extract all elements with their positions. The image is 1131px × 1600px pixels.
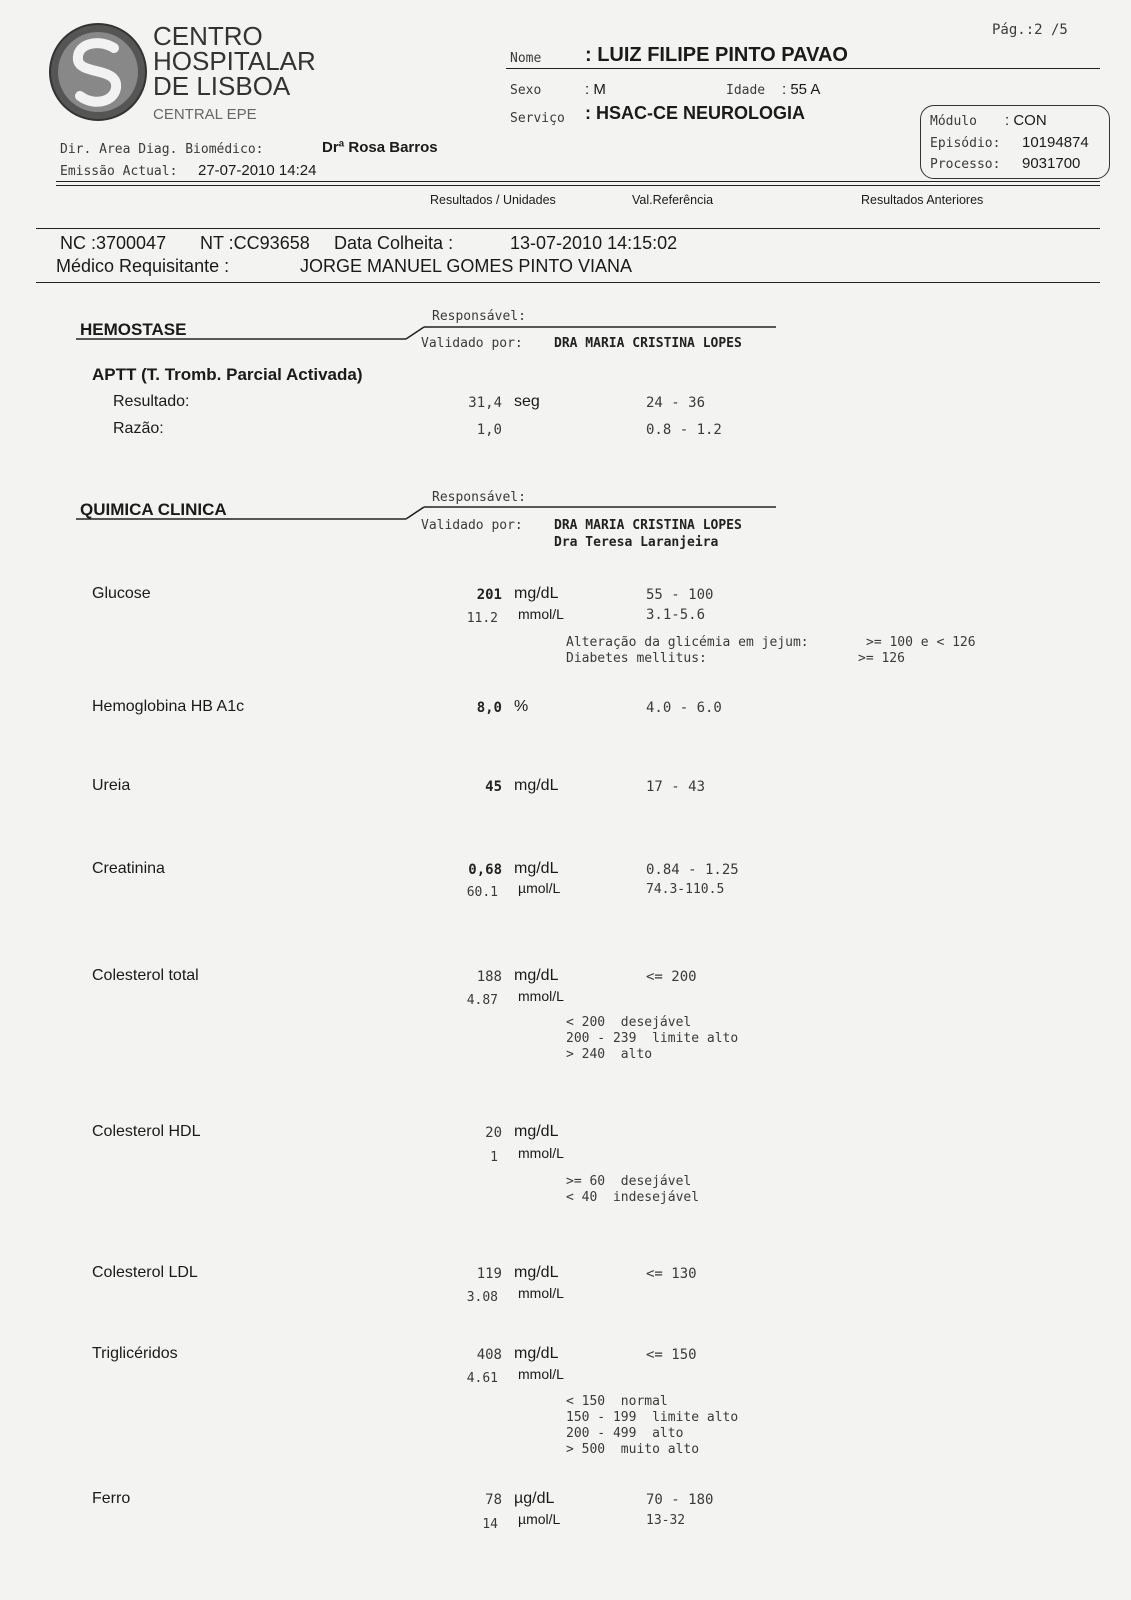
ldl-label: Colesterol LDL	[92, 1264, 198, 1281]
emission-label: Emissão Actual:	[60, 164, 178, 179]
logo-line-2: HOSPITALAR	[153, 46, 316, 76]
aptt-test-name: APTT (T. Tromb. Parcial Activada)	[92, 365, 363, 384]
triglycerides-unit: mg/dL	[514, 1345, 559, 1362]
creatinine-unit: mg/dL	[514, 860, 559, 877]
urea-value: 45	[485, 779, 502, 795]
glucose-note-2-label: Diabetes mellitus:	[566, 651, 707, 666]
patient-name: : LUIZ FILIPE PINTO PAVAO	[585, 44, 848, 66]
glucose-ref: 55 - 100	[646, 587, 714, 603]
ldl-unit: mg/dL	[514, 1264, 559, 1281]
collection-date: 13-07-2010 14:15:02	[510, 233, 678, 253]
aptt-result-value: 31,4	[468, 395, 502, 411]
total-cholesterol-ref: <= 200	[646, 969, 697, 985]
triglycerides-label: Triglicéridos	[92, 1345, 178, 1362]
request-bottom-rule	[36, 282, 1100, 283]
module-value: : CON	[1005, 112, 1047, 129]
creatinine-ref: 0.84 - 1.25	[646, 862, 739, 878]
total-cholesterol-unit-mmol: mmol/L	[518, 988, 564, 1004]
hdl-note-1: >= 60 desejável	[566, 1174, 692, 1189]
total-cholesterol-value: 188	[476, 969, 502, 985]
hdl-label: Colesterol HDL	[92, 1123, 201, 1140]
triglycerides-unit-mmol: mmol/L	[518, 1366, 564, 1382]
urea-ref: 17 - 43	[646, 779, 706, 795]
doctor-label: Médico Requisitante :	[56, 256, 230, 276]
triglycerides-value: 408	[476, 1347, 502, 1363]
glucose-note-2-value: >= 126	[858, 651, 905, 666]
request-top-rule	[36, 228, 1100, 229]
header-rule-1	[56, 181, 1100, 182]
header-rule-2	[56, 185, 1100, 186]
iron-value: 78	[485, 1492, 502, 1508]
nt-number: NT :CC93658	[200, 233, 310, 253]
episode-label: Episódio:	[930, 136, 1001, 151]
name-underline	[506, 68, 1100, 69]
creatinine-value-umol: 60.1	[466, 885, 498, 900]
quimica-validated-label: Validado por:	[421, 518, 523, 533]
nc-number: NC :3700047	[60, 233, 167, 253]
patient-sex: : M	[585, 81, 606, 98]
quimica-validated-by-2: Dra Teresa Laranjeira	[554, 535, 719, 550]
ldl-ref: <= 130	[646, 1266, 697, 1282]
creatinine-ref-umol: 74.3-110.5	[646, 882, 725, 897]
age-label: Idade	[726, 83, 766, 98]
hospital-emblem-icon	[48, 22, 148, 122]
collection-label: Data Colheita :	[334, 233, 454, 253]
hemostase-title: HEMOSTASE	[80, 320, 187, 339]
glucose-value: 201	[476, 587, 502, 603]
logo-line-4: CENTRAL EPE	[153, 106, 257, 123]
glucose-label: Glucose	[92, 585, 151, 602]
iron-label: Ferro	[92, 1490, 131, 1507]
aptt-result-ref: 24 - 36	[646, 395, 706, 411]
total-cholesterol-note-1: < 200 desejável	[566, 1015, 692, 1030]
glucose-note-1-value: >= 100 e < 126	[866, 635, 976, 650]
urea-label: Ureia	[92, 777, 131, 794]
glucose-unit: mg/dL	[514, 585, 559, 602]
urea-unit: mg/dL	[514, 777, 559, 794]
logo-line-1: CENTRO	[153, 21, 263, 51]
hba1c-ref: 4.0 - 6.0	[646, 700, 722, 716]
hdl-unit-mmol: mmol/L	[518, 1145, 564, 1161]
quimica-validated-by-1: DRA MARIA CRISTINA LOPES	[554, 518, 742, 533]
director-name: Drª Rosa Barros	[322, 139, 438, 156]
col-results: Resultados / Unidades	[430, 193, 556, 207]
patient-age: : 55 A	[782, 81, 821, 98]
hdl-unit: mg/dL	[514, 1123, 559, 1140]
glucose-unit-mmol: mmol/L	[518, 606, 564, 622]
creatinine-unit-umol: µmol/L	[518, 880, 561, 896]
triglycerides-value-mmol: 4.61	[466, 1371, 498, 1386]
hba1c-unit: %	[514, 698, 529, 715]
glucose-note-1-label: Alteração da glicémia em jejum:	[566, 635, 809, 650]
creatinine-value: 0,68	[468, 862, 502, 878]
iron-ref: 70 - 180	[646, 1492, 714, 1508]
triglycerides-note-4: > 500 muito alto	[566, 1442, 700, 1457]
hemostase-validated-by: DRA MARIA CRISTINA LOPES	[554, 336, 742, 351]
total-cholesterol-note-3: > 240 alto	[566, 1047, 653, 1062]
hba1c-value: 8,0	[476, 700, 502, 716]
doctor-name: JORGE MANUEL GOMES PINTO VIANA	[300, 256, 633, 276]
quimica-responsible-label: Responsável:	[432, 490, 526, 505]
creatinine-label: Creatinina	[92, 860, 165, 877]
process-label: Processo:	[930, 157, 1001, 172]
iron-unit: µg/dL	[514, 1490, 555, 1507]
emission-date: 27-07-2010 14:24	[198, 162, 317, 179]
ldl-value-mmol: 3.08	[466, 1290, 498, 1305]
module-label: Módulo	[930, 114, 977, 129]
triglycerides-note-2: 150 - 199 limite alto	[566, 1410, 739, 1425]
aptt-ratio-ref: 0.8 - 1.2	[646, 422, 722, 438]
page-number: Pág.:2 /5	[992, 22, 1068, 38]
ldl-unit-mmol: mmol/L	[518, 1285, 564, 1301]
triglycerides-note-3: 200 - 499 alto	[566, 1426, 684, 1441]
total-cholesterol-label: Colesterol total	[92, 967, 199, 984]
col-reference: Val.Referência	[632, 193, 714, 207]
aptt-ratio-label: Razão:	[113, 420, 164, 437]
total-cholesterol-note-2: 200 - 239 limite alto	[566, 1031, 739, 1046]
name-label: Nome	[510, 51, 542, 66]
sex-label: Sexo	[510, 83, 542, 98]
total-cholesterol-unit: mg/dL	[514, 967, 559, 984]
director-label: Dir. Area Diag. Biomédico:	[60, 142, 264, 157]
hdl-note-2: < 40 indesejável	[566, 1190, 700, 1205]
aptt-ratio-value: 1,0	[476, 422, 502, 438]
service-label: Serviço	[510, 111, 565, 126]
hdl-value: 20	[485, 1125, 502, 1141]
hemostase-validated-label: Validado por:	[421, 336, 523, 351]
process-value: 9031700	[1022, 155, 1081, 172]
iron-ref-umol: 13-32	[646, 1513, 686, 1528]
aptt-result-label: Resultado:	[113, 393, 190, 410]
logo-line-3: DE LISBOA	[153, 71, 291, 101]
ldl-value: 119	[476, 1266, 502, 1282]
total-cholesterol-value-mmol: 4.87	[466, 993, 498, 1008]
glucose-value-mmol: 11.2	[466, 611, 498, 626]
hba1c-label: Hemoglobina HB A1c	[92, 698, 245, 715]
aptt-result-unit: seg	[514, 393, 540, 410]
glucose-ref-mmol: 3.1-5.6	[646, 607, 706, 623]
hemostase-responsible-label: Responsável:	[432, 309, 526, 324]
col-previous: Resultados Anteriores	[861, 193, 984, 207]
triglycerides-note-1: < 150 normal	[566, 1394, 668, 1409]
triglycerides-ref: <= 150	[646, 1347, 697, 1363]
hdl-value-mmol: 1	[490, 1150, 498, 1165]
quimica-title: QUIMICA CLINICA	[80, 500, 227, 519]
iron-unit-umol: µmol/L	[518, 1511, 561, 1527]
patient-service: : HSAC-CE NEUROLOGIA	[585, 103, 805, 123]
iron-value-umol: 14	[482, 1517, 498, 1532]
episode-value: 10194874	[1022, 134, 1089, 151]
